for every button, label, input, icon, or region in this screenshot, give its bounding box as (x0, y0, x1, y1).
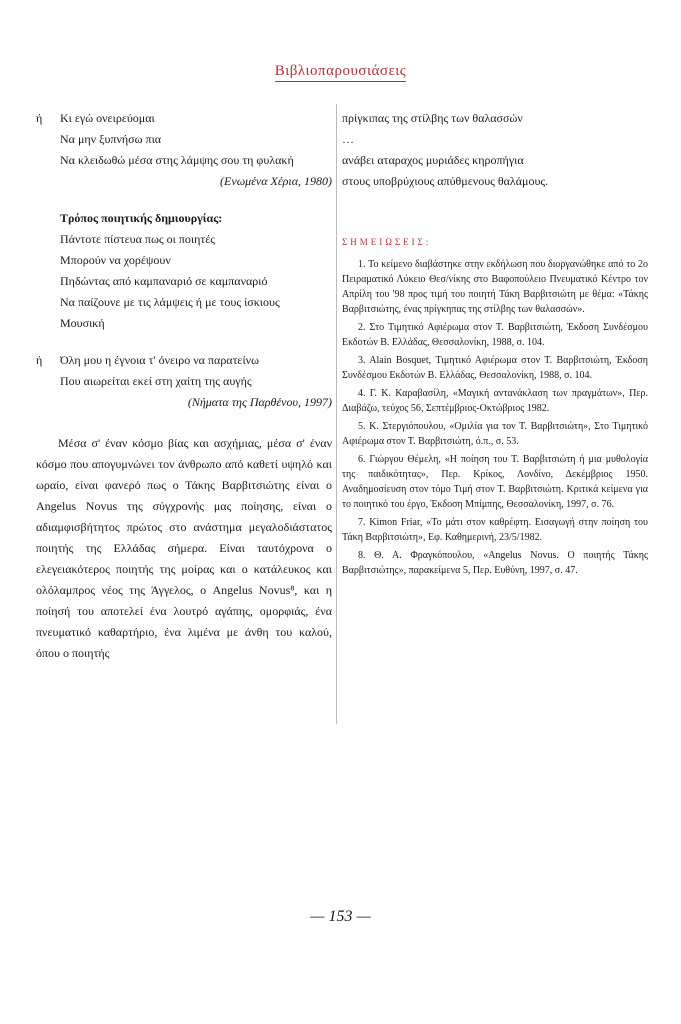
poem-line: Πηδώντας από καμπαναριό σε καμπαναριό (60, 274, 268, 288)
poem-stanza-2 (36, 229, 332, 334)
poem-line: Που αιωρείται εκεί στη χαίτη της αυγής (60, 374, 252, 388)
footnote: 2. Στο Τιμητικό Αφιέρωμα στον Τ. Βαρβιτσιώτη, Έκδοση Συνδέσμου Εκδοτών Β. Ελλάδας, Θεσσαλονίκη, 1988, σ. 104. (342, 322, 648, 348)
paragraph-text: Μέσα σ' έναν κόσμο βίας και ασχήμιας, μέσα σ' έναν κόσμο που απογυμνώνει τον άνθρωπο από καθετί υψηλό και ωραίο, είναι φανερό πως ο Τάκης Βαρβιτσιώτης είναι ο Angelus Novus της σύγχρονής μας ποίησης, είναι ο αδιαμφισβήτητος πρώτος στο ανάστημα μεγαλοδιάστατος ποιητής της Ελλάδας σήμερα. Είναι ταυτόχρονα ο ελεγειακότερος ποιητής της μοίρας και ο κατάλευκος και ολόλαμπρος νέος της Άγγελος, ο Angelus Novus⁸, και η ποίησή του αποτελεί ένα λουτρό αγάπης, ομορφιάς, ένα πνευματικό καθαρτήριο, ένα λιμένα με άνθη του καλού, όπου ο ποιητής (36, 436, 332, 660)
poem-line: ανάβει αταραχος μυριάδες κηροπήγια (342, 153, 524, 167)
stanza-marker: ή (36, 111, 43, 125)
footnote: 3. Alain Bosquet, Τιμητικό Αφιέρωμα στον Τ. Βαρβιτσιώτη, Έκδοση Συνδέσμου Εκδοτών Β. Ελλάδας, Θεσσαλονίκη, 1988, σ. 104. (342, 355, 648, 381)
poem-line: Όλη μου η έγνοια τ' όνειρο να παρατείνω (60, 353, 260, 367)
poem-stanza-3 (36, 350, 332, 413)
footnote: 7. Kimon Friar, «Το μάτι στον καθρέφτη. Εισαγωγή στην ποίηση του Τάκη Βαρβιτσιώτη», Εφ. Καθημερινή, 23/5/1982. (342, 517, 648, 543)
poem-line: Μουσική (60, 316, 105, 330)
notes-list (342, 257, 648, 578)
footnote: 6. Γιώργου Θέμελη, «Η ποίηση του Τ. Βαρβιτσιώτη ή μια μυθολογία της παιδικότητας», Περ. Κρίκος, Λονδίνο, Δεκέμβριος 1950. Αναδημοσίευση στον τόμο Τιμή στον Τ. Βαρβιτσιώτη. Κριτικά κείμενα για το ποιητικό του έργο, Έκδοση Μπίμπης, Θεσσαλονίκη, 1997, σ. 76. (342, 454, 648, 510)
poem-attribution: (Ενωμένα Χέρια, 1980) (220, 174, 332, 188)
stanza-marker: ή (36, 353, 43, 367)
poem-line: Να μην ξυπνήσω πια (60, 132, 162, 146)
notes-heading: ΣΗΜΕΙΩΣΕΙΣ: (342, 237, 432, 247)
poem-line: πρίγκιπας της στίλβης των θαλασσών (342, 111, 523, 125)
section-heading: Τρόπος ποιητικής δημιουργίας: (60, 211, 223, 225)
poem-continuation (342, 108, 648, 192)
section-title: Βιβλιοπαρουσιάσεις (275, 63, 406, 82)
footnote: 5. Κ. Στεργιόπουλου, «Ομιλία για τον Τ. Βαρβιτσιώτη», Στο Τιμητικό Αφιέρωμα στον Τ. Βαρβιτσιώτη, ό.π., σ. 53. (342, 421, 648, 447)
column-divider (336, 104, 337, 724)
poem-line: Να παίζουνε με τις λάμψεις ή με τους ίσκιους (60, 295, 280, 309)
page-number: — 153 — (310, 908, 371, 925)
poem-line: Κι εγώ ονειρεύομαι (60, 111, 155, 125)
poem-line: Πάντοτε πίστευα πως οι ποιητές (60, 232, 216, 246)
poem-line: … (342, 132, 354, 146)
body-paragraph (36, 433, 332, 664)
footnote: 4. Γ. Κ. Καραβασίλη, «Μαγική αντανάκλαση των πραγμάτων», Περ. Διαβάζω, τεύχος 56, Σεπτέμβριος-Οκτώβριος 1982. (342, 388, 648, 414)
right-column (342, 108, 648, 581)
left-column (36, 108, 332, 664)
poem-attribution: (Νήματα της Παρθένου, 1997) (187, 395, 332, 409)
poem-line: Μπορούν να χορέψουν (60, 253, 171, 267)
poem-line: στους υποβρύχιους απύθμενους θαλάμους. (342, 174, 549, 188)
poem-stanza-1 (36, 108, 332, 192)
running-header (0, 62, 681, 80)
poem-line: Να κλειδωθώ μέσα στης λάμψης σου τη φυλακή (60, 153, 294, 167)
footnote: 8. Θ. Α. Φραγκόπουλου, «Angelus Novus. Ο ποιητής Τάκης Βαρβιτσιώτης», παρακείμενα 5, Περ. Ευθύνη, 1997, σ. 47. (342, 550, 648, 576)
footnote: 1. Το κείμενο διαβάστηκε στην εκδήλωση που διοργανώθηκε από το 2ο Πειραματικό Λύκειο Θεσ/νίκης στο Βαφοπούλειο Πνευματικό Κέντρο τον Απρίλη του '98 προς τιμή του ποιητή Τάκη Βαρβιτσιώτη με θέμα: «Τάκης Βαρβιτσιώτης, ένας πρίγκηπας της στίλβης των θαλασσών». (342, 259, 648, 315)
